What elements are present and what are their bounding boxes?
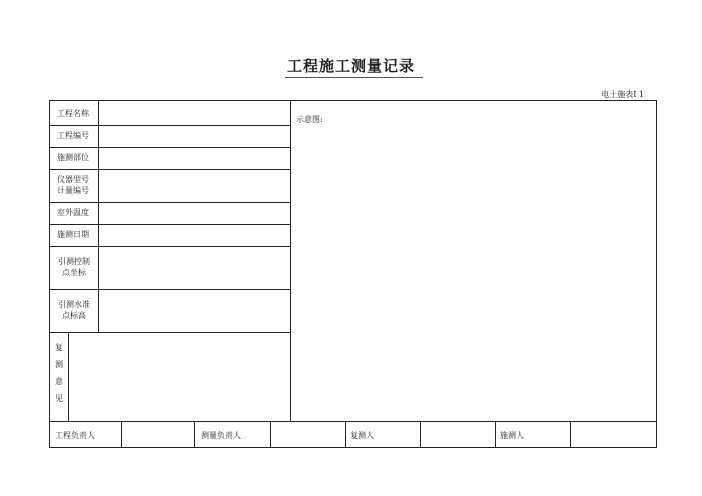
label-survey-manager: 测量负责人 (201, 431, 241, 440)
label-review-opinion: 复 测 意 见 (55, 343, 63, 403)
label-survey-location: 施测部位 (57, 153, 89, 162)
label-project-name: 工程名称 (57, 109, 89, 118)
outdoor-temperature-field[interactable] (99, 203, 290, 224)
label-control-point-coordinates: 引测控制 点坐标 (58, 257, 90, 277)
label-reviewer: 复测人 (350, 431, 374, 440)
title-underline (285, 77, 423, 78)
label-surveyor: 施测人 (500, 431, 524, 440)
label-outdoor-temperature: 室外温度 (57, 208, 89, 217)
review-opinion-field[interactable] (69, 333, 290, 421)
label-benchmark-elevation: 引测水准 点标高 (58, 300, 90, 320)
label-instrument-model: 仪器型号 计量编号 (57, 175, 89, 195)
survey-record-form (49, 100, 657, 448)
page-title: 工程施工测量记录 (286, 57, 415, 75)
instrument-model-field[interactable] (99, 170, 290, 202)
control-point-field[interactable] (99, 247, 290, 289)
benchmark-field[interactable] (99, 290, 290, 332)
survey-manager-signature[interactable] (271, 422, 345, 447)
label-diagram: 示意图: (296, 115, 323, 124)
survey-date-field[interactable] (99, 225, 290, 246)
label-project-manager: 工程负责人 (55, 431, 95, 440)
project-manager-signature[interactable] (122, 422, 194, 447)
label-project-number: 工程编号 (57, 131, 89, 140)
diagram-area[interactable] (291, 129, 656, 421)
project-name-field[interactable] (99, 101, 290, 125)
label-survey-date: 施测日期 (57, 230, 89, 239)
surveyor-signature[interactable] (571, 422, 656, 447)
project-number-field[interactable] (99, 126, 290, 147)
reviewer-signature[interactable] (421, 422, 495, 447)
form-code: 电土施表Ⅰ 1 (601, 90, 644, 99)
survey-location-field[interactable] (99, 148, 290, 169)
